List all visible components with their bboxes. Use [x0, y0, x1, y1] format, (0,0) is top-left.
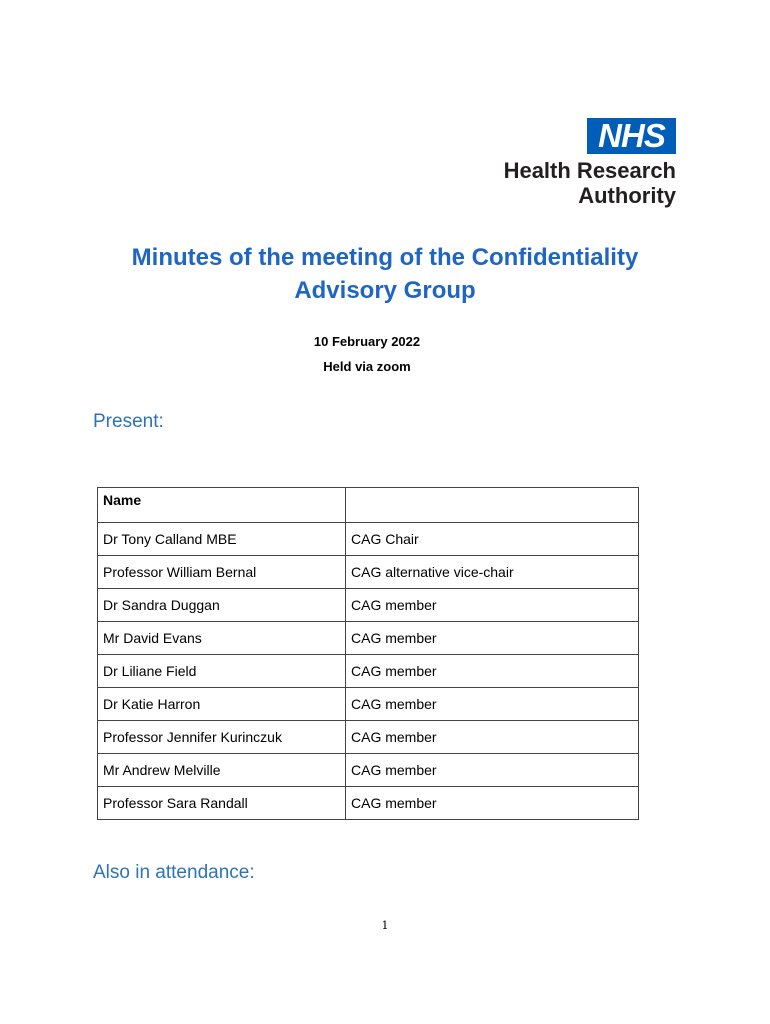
member-role: CAG Chair	[346, 523, 639, 556]
meeting-location: Held via zoom	[323, 359, 411, 374]
member-name: Dr Sandra Duggan	[98, 589, 346, 622]
hra-wordmark-line1: Health Research	[503, 158, 676, 183]
member-name: Professor Sara Randall	[98, 787, 346, 820]
member-name: Dr Tony Calland MBE	[98, 523, 346, 556]
member-role: CAG member	[346, 589, 639, 622]
table-header-cell	[346, 488, 639, 523]
member-role: CAG member	[346, 787, 639, 820]
present-heading: Present:	[93, 411, 164, 432]
nhs-logo-box: NHS	[587, 118, 676, 154]
table-row	[98, 688, 639, 721]
member-role: CAG alternative vice-chair	[346, 556, 639, 589]
member-name: Professor Jennifer Kurinczuk	[98, 721, 346, 754]
table-row	[98, 622, 639, 655]
meeting-date: 10 February 2022	[313, 334, 421, 349]
member-name: Dr Liliane Field	[98, 655, 346, 688]
table-row	[98, 754, 639, 787]
also-in-attendance-heading: Also in attendance:	[93, 862, 255, 883]
members-table	[97, 487, 639, 820]
page-number: 1	[381, 919, 389, 932]
member-role: CAG member	[346, 655, 639, 688]
table-header-cell: Name	[98, 488, 346, 523]
member-role: CAG member	[346, 688, 639, 721]
table-row	[98, 589, 639, 622]
member-name: Mr David Evans	[98, 622, 346, 655]
hra-wordmark-line2: Authority	[578, 183, 676, 208]
member-role: CAG member	[346, 721, 639, 754]
table-row	[98, 523, 639, 556]
title-line1: Minutes of the meeting of the Confidentiality	[131, 244, 639, 271]
member-role: CAG member	[346, 754, 639, 787]
table-row	[98, 655, 639, 688]
member-role: CAG member	[346, 622, 639, 655]
document-title	[0, 241, 770, 307]
member-name: Professor William Bernal	[98, 556, 346, 589]
table-header-row	[98, 488, 639, 523]
table-row	[98, 787, 639, 820]
title-line2: Advisory Group	[294, 277, 476, 304]
table-row	[98, 721, 639, 754]
member-name: Dr Katie Harron	[98, 688, 346, 721]
member-name: Mr Andrew Melville	[98, 754, 346, 787]
hra-wordmark	[504, 158, 676, 208]
hra-logo	[486, 118, 676, 210]
table-row	[98, 556, 639, 589]
